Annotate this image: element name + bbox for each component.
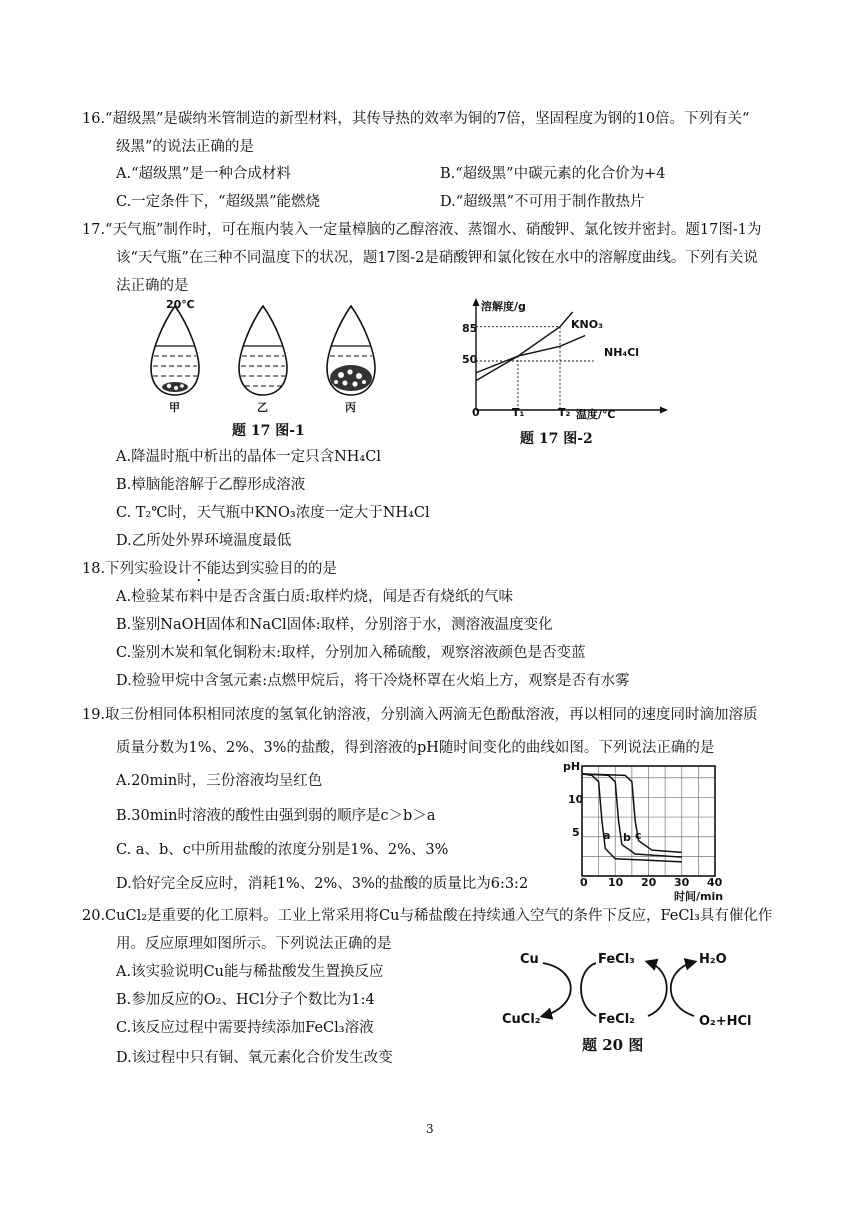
sol-ylabel: 溶解度/g <box>481 300 526 313</box>
q16-stem-line1: 16.“超级黑”是碳纳米管制造的新型材料，其传导热的效率为铜的7倍，坚固程度为钢的10倍。下列有关“ <box>82 111 750 127</box>
q16-option-c: C.一定条件下，“超级黑”能燃烧 <box>116 194 321 210</box>
diagram-fecl2: FeCl₂ <box>598 1012 635 1027</box>
q19-option-c: C. a、b、c中所用盐酸的浓度分别是1%、2%、3% <box>116 842 449 858</box>
fig20-caption: 题 20 图 <box>582 1036 644 1054</box>
ph-series-label-b: b <box>623 831 631 844</box>
q18-stem-pre: 18.下列实验设计 <box>82 561 193 577</box>
q18-stem-emphasis: 不 <box>192 561 207 577</box>
q20-stem-line2: 用。反应原理如图所示。下列说法正确的是 <box>116 936 392 952</box>
diagram-o2-hcl: O₂+HCl <box>699 1014 752 1029</box>
sol-legend-nh4cl: NH₄Cl <box>604 346 640 359</box>
diagram-cucl2: CuCl₂ <box>502 1012 541 1027</box>
q17-option-d: D.乙所处外界环境温度最低 <box>116 533 292 549</box>
sol-xtick-t1: T₁ <box>512 406 525 419</box>
sol-series-line-1 <box>476 336 585 373</box>
ph-ytick-5: 5 <box>572 826 580 839</box>
q18-option-c: C.鉴别木炭和氧化铜粉末:取样，分别加入稀硫酸，观察溶液颜色是否变蓝 <box>116 645 586 661</box>
q17-stem-line2: 该“天气瓶”在三种不同温度下的状况，题17图-2是硝酸钾和氯化铵在水中的溶解度曲线。下列有关说 <box>116 250 758 266</box>
fig17-2-caption: 题 17 图-2 <box>520 431 593 447</box>
q19-option-d: D.恰好完全反应时，消耗1%、2%、3%的盐酸的质量比为6:3:2 <box>116 876 529 892</box>
ph-series-label-c: c <box>635 829 642 842</box>
q17-option-a: A.降温时瓶中析出的晶体一定只含NH₄Cl <box>116 449 381 465</box>
bottle-temp-label: 20℃ <box>166 298 195 311</box>
q16-option-b: B.“超级黑”中碳元素的化合价为+4 <box>440 166 666 182</box>
q18-option-a: A.检验某布料中是否含蛋白质:取样灼烧，闻是否有烧纸的气味 <box>116 589 513 605</box>
sol-legend-kno3: KNO₃ <box>571 318 603 331</box>
ph-xtick-30: 30 <box>674 876 690 889</box>
fig17-1-caption: 题 17 图-1 <box>232 423 305 439</box>
cycle-arc-left <box>543 963 571 1016</box>
q19-option-b: B.30min时溶液的酸性由强到弱的顺序是c＞b＞a <box>116 808 436 824</box>
diagram-fecl3: FeCl₃ <box>598 952 635 967</box>
q20-option-c: C.该反应过程中需要持续添加FeCl₃溶液 <box>116 1020 374 1036</box>
sol-series-group <box>476 312 585 381</box>
q18-stem-post: 能达到实验目的的是 <box>206 561 338 577</box>
ph-xtick-20: 20 <box>641 876 657 889</box>
ph-xtick-10: 10 <box>608 876 624 889</box>
diagram-h2o: H₂O <box>699 952 727 967</box>
q16-stem-line2: 级黑”的说法正确的是 <box>116 139 254 155</box>
q18-option-b: B.鉴别NaOH固体和NaCl固体:取样，分别溶于水，测溶液温度变化 <box>116 617 553 633</box>
q17-stem-line1: 17.“天气瓶”制作时，可在瓶内装入一定量樟脑的乙醇溶液、蒸馏水、硝酸钾、氯化铵并密封。题17图-1为 <box>82 222 762 238</box>
bottle-label-jia: 甲 <box>169 401 180 414</box>
diagram-cu: Cu <box>520 952 539 967</box>
cycle-arc-mid-top <box>581 963 596 1016</box>
q16-option-d: D.“超级黑”不可用于制作散热片 <box>440 194 645 210</box>
sol-xtick-t2: T₂ <box>558 406 571 419</box>
bottle-label-bing: 丙 <box>345 401 356 414</box>
q17-option-b: B.樟脑能溶解于乙醇形成溶液 <box>116 477 306 493</box>
q17-stem-line3: 法正确的是 <box>116 278 189 294</box>
sol-ytick-85: 85 <box>462 322 478 335</box>
q20-option-b: B.参加反应的O₂、HCl分子个数比为1:4 <box>116 992 375 1008</box>
bottle-bing <box>327 306 375 395</box>
q19-stem-line2: 质量分数为1%、2%、3%的盐酸，得到溶液的pH随时间变化的曲线如图。下列说法正确的是 <box>116 740 715 756</box>
bottle-label-yi: 乙 <box>257 401 268 414</box>
sol-xtick-0: 0 <box>472 406 480 419</box>
sol-ytick-50: 50 <box>462 353 478 366</box>
ph-ylabel: pH <box>563 760 581 773</box>
q18-option-d: D.检验甲烷中含氢元素:点燃甲烷后，将干冷烧杯罩在火焰上方，观察是否有水雾 <box>116 673 630 689</box>
q20-option-d: D.该过程中只有铜、氧元素化合价发生改变 <box>116 1050 393 1066</box>
ph-xtick-40: 40 <box>707 876 723 889</box>
q18-stem <box>82 559 337 585</box>
bottle-jia <box>151 306 199 395</box>
q19-stem-line1: 19.取三份相同体积相同浓度的氢氧化钠溶液，分别滴入两滴无色酚酞溶液，再以相同的速度同时滴加溶质 <box>82 707 758 723</box>
q20-stem-line1: 20.CuCl₂是重要的化工原料。工业上常采用将Cu与稀盐酸在持续通入空气的条件下反应，FeCl₃具有催化作 <box>82 908 773 924</box>
ph-chart <box>582 766 732 878</box>
q16-option-a: A.“超级黑”是一种合成材料 <box>116 166 291 182</box>
q19-option-a: A.20min时，三份溶液均呈红色 <box>116 773 323 789</box>
ph-xlabel: 时间/min <box>674 890 724 903</box>
bottle-yi <box>239 306 287 395</box>
q17-option-c: C. T₂℃时，天气瓶中KNO₃浓度一定大于NH₄Cl <box>116 505 430 521</box>
cycle-arc-mid-bottom <box>648 962 667 1016</box>
ph-series-label-a: a <box>603 829 611 842</box>
cycle-arc-right <box>671 962 694 1016</box>
q20-option-a: A.该实验说明Cu能与稀盐酸发生置换反应 <box>116 964 384 980</box>
page-number: 3 <box>426 1122 434 1136</box>
ph-ytick-10: 10 <box>568 793 584 806</box>
sol-xlabel: 温度/℃ <box>576 408 616 421</box>
ph-xtick-0: 0 <box>580 876 588 889</box>
